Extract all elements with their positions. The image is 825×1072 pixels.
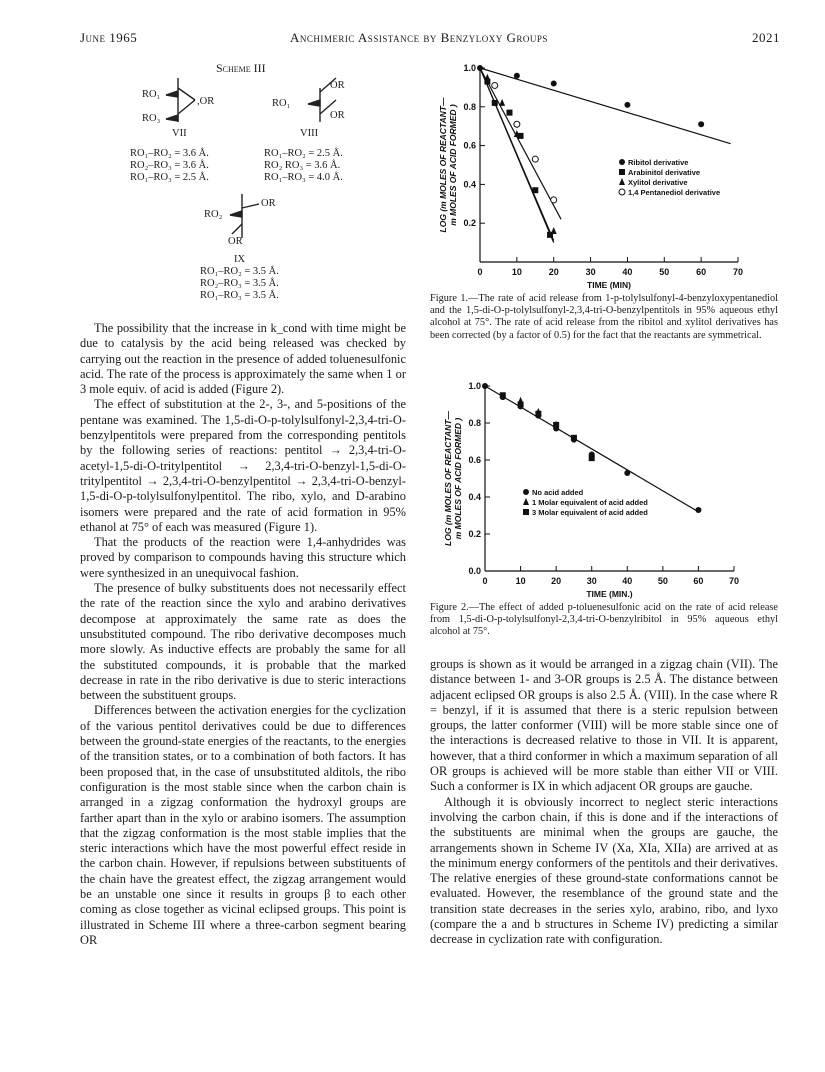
figure-1-caption: Figure 1.—The rate of acid release from 1-p-tolylsulfonyl-4-benzyloxypentanediol and the 1,5-di-O-p-tolylsulfonyl-2,3,4-tri-O-benzylpentitols in 95% aqueous ethyl alcohol at 75°. The rate of acid release from the ribitol and xylitol derivatives has been corrected (by a factor of 0.5) for the fact that the reactants are symmetrical. xyxy=(430,293,778,341)
x-tick-label: 0 xyxy=(477,267,483,277)
header-title: Anchimeric Assistance by Benzyloxy Groups xyxy=(290,30,548,45)
data-point xyxy=(619,189,625,195)
data-point xyxy=(571,435,577,441)
viii-d2: RO₂ RO₃ = 3.6 Å. xyxy=(264,160,341,171)
x-tick-label: 70 xyxy=(728,576,740,586)
data-point xyxy=(532,156,538,162)
viii-label: VIII xyxy=(300,128,319,139)
ix-or-top: OR xyxy=(261,198,276,209)
x-tick-label: 30 xyxy=(585,267,596,277)
series-line xyxy=(485,386,698,512)
legend-entry: 1 Molar equivalent of acid added xyxy=(532,498,648,507)
page-header xyxy=(80,30,780,46)
x-tick-label: 30 xyxy=(586,576,597,586)
viii-d3: RO₁–RO₃ = 4.0 Å. xyxy=(264,172,343,183)
data-point xyxy=(551,227,557,234)
data-point xyxy=(482,383,488,389)
y-tick-label: 1.0 xyxy=(468,381,481,391)
legend-entry: Ribitol derivative xyxy=(628,158,689,167)
x-tick-label: 10 xyxy=(515,576,526,586)
data-point xyxy=(518,402,524,408)
ix-d2: RO₂–RO₃ = 3.5 Å. xyxy=(200,278,279,289)
y-tick-label: 0.8 xyxy=(463,101,476,112)
figure-2-chart xyxy=(430,375,780,600)
y-axis-label-line1: LOG (m MOLES OF REACTANT— xyxy=(443,411,453,546)
x-tick-label: 0 xyxy=(482,576,488,586)
x-tick-label: 20 xyxy=(548,267,559,277)
x-axis-label: TIME (MIN.) xyxy=(586,589,633,599)
data-point xyxy=(523,498,529,505)
data-point xyxy=(551,197,557,203)
vii-label: VII xyxy=(172,128,187,139)
series-line xyxy=(480,68,554,241)
legend-entry: No acid added xyxy=(532,488,584,497)
x-axis-label: TIME (MIN) xyxy=(587,280,631,290)
data-point xyxy=(619,178,625,185)
data-point xyxy=(624,470,630,476)
paragraph: groups is shown as it would be arranged in a zigzag chain (VII). The distance between 1- and 3-OR groups is 2.5 Å. The distance between adjacent eclipsed OR groups is also 2.5 Å. (VIII). In the case where R = benzyl, if it is assumed that there is a steric repulsion between groups, the latter conformer (VIII) will be more stable since one of the interactions is decreased relative to those in VII. It is apparent, however, that a third conformer in which a maximum separation of all OR groups is achieved will be more stable than either VII or VIII. Such a conformer is IX in which adjacent OR groups are gauche. xyxy=(430,657,778,794)
y-tick-label: 1.0 xyxy=(463,63,476,73)
series-line xyxy=(480,68,561,219)
y-axis-label xyxy=(443,411,463,546)
legend-entry: Arabinitol derivative xyxy=(628,168,701,177)
paragraph: That the products of the reaction were 1,4-anhydrides was proved by comparison to compounds having this structure which were synthesized in an unequivocal fashion. xyxy=(80,535,406,580)
figure-2-caption: Figure 2.—The effect of added p-toluenesulfonic acid on the rate of acid release from 1,5-di-O-p-tolylsulfonyl-2,3,4-tri-O-benzylribitol in 95% aqueous ethyl alcohol at 75°. xyxy=(430,602,778,638)
y-tick-label: 0.8 xyxy=(468,418,481,428)
x-tick-label: 60 xyxy=(696,267,707,277)
scheme-iii xyxy=(120,58,420,308)
data-point xyxy=(695,507,701,513)
y-axis-label-line2: m MOLES OF ACID FORMED ) xyxy=(448,104,458,226)
paragraph: The effect of substitution at the 2-, 3-, and 5-positions of the pentane was examined. The 1,5-di-O-p-tolylsulfonyl-2,3,4-tri-O-benzylpentitols were prepared from the corresponding pentitols by the following series of reactions: pentitol → 2,3,4-tri-O-acetyl-1,5-di-O-tritylpentitol → 2,3,4-tri-O-benzyl-1,5-di-O-tritylpentitol → 2,3,4-tri-O-benzylpentitol → 2,3,4-tri-O-benzyl-1,5-di-O-p-tolylsulfonylpentitol. The ribo, xylo, and D-arabino isomers were prepared and the rate of acid formation in 95% ethanol at 75° of each was measured (Figure 1). xyxy=(80,397,406,534)
vii-ro2: ,OR xyxy=(197,96,215,107)
y-axis-label-line1: LOG (m MOLES OF REACTANT— xyxy=(438,97,448,233)
y-axis-label-line2: m MOLES OF ACID FORMED ) xyxy=(453,417,463,540)
data-point xyxy=(514,73,520,79)
y-tick-label: 0.2 xyxy=(463,218,476,229)
y-tick-label: 0.4 xyxy=(463,179,476,190)
right-column xyxy=(430,657,778,948)
y-axis-label xyxy=(438,97,458,232)
paragraph: Although it is obviously incorrect to neglect steric interactions involving the carbon chain, if this is done and if the interactions of the substituents are minimal when the groups are gauche, the arrangements shown in Scheme IV (Xa, XIa, XIIa) are arrived at as the minimum energy conformers of the pentitols and their derivatives. The relative energies of these ground-state conformations cannot be evaluated. However, the resemblance of the ground state and the transition state decreases in the series xylo, arabino, ribo, and lyxo (compare the a and b structures in Scheme IV) predicting a similar decrease in cyclization rate with configuration. xyxy=(430,794,778,947)
ix-d3: RO₁–RO₃ = 3.5 Å. xyxy=(200,290,279,301)
paragraph: The possibility that the increase in k_cond with time might be due to catalysis by the acid being released was checked by carrying out the reaction in the presence of added toluenesulfonic acid. The rate of the process is approximately the same when 1 or 3 mole equiv. of acid is added (Figure 2). xyxy=(80,321,406,397)
x-tick-label: 40 xyxy=(622,267,633,277)
data-point xyxy=(535,411,541,417)
y-tick-label: 0.4 xyxy=(468,492,481,502)
data-point xyxy=(523,489,529,495)
figure-1 xyxy=(430,60,780,297)
left-column xyxy=(80,321,406,948)
ix-d1: RO₁–RO₂ = 3.5 Å. xyxy=(200,266,279,277)
paragraph: The presence of bulky substituents does not necessarily effect the rate of the reaction since the xylo and arabino derivatives decompose at approximately the same rate as does the unsubstituted compound. The ribo derivative decomposes much more slowly. As inductive effects are probably the same for all the substituted compounds, it is probable that the marked decrease in rate in the ribo derivative is due to steric interactions between the substituent groups. xyxy=(80,581,406,703)
vii-d3: RO₁–RO₃ = 2.5 Å. xyxy=(130,172,209,183)
legend-entry: 3 Molar equivalent of acid added xyxy=(532,508,648,517)
x-tick-label: 50 xyxy=(659,267,670,277)
y-tick-label: 0.6 xyxy=(468,455,481,465)
data-point xyxy=(624,102,630,108)
data-point xyxy=(589,455,595,461)
x-tick-label: 70 xyxy=(732,267,744,277)
x-tick-label: 20 xyxy=(551,576,562,586)
ix-ro2: RO₂ xyxy=(204,209,223,220)
data-point xyxy=(523,509,529,515)
data-point xyxy=(514,121,520,127)
data-point xyxy=(698,121,704,127)
x-tick-label: 60 xyxy=(693,576,704,586)
paragraph: Differences between the activation energies for the cyclization of the various pentitol derivatives could be due to differences between the ground-state energies of the reactants, to the energies of the transition states, or to a combination of both factors. It has been proposed that, in the case of unsubstituted alditols, the ribo configuration is the most stable since when the carbon chain is arranged in a zigzag conformation the hydroxyl groups are farther apart than in the xylo or arabino isomers. The assumption that the zigzag conformation is the most stable implies that the steric interactions which have the most powerful effect reside in the carbon chain. However, if repulsions between substituents of the chain have the greatest effect, the zigzag arrangement would be an unstable one since it results in groups β to each other coming as close together as vicinal eclipsed groups. This point is illustrated in Scheme III where a three-carbon segment bearing OR xyxy=(80,703,406,947)
y-tick-label: 0.0 xyxy=(468,566,481,576)
vii-d2: RO₂–RO₃ = 3.6 Å. xyxy=(130,160,209,171)
y-tick-label: 0.6 xyxy=(463,140,476,151)
scheme-title: Scheme III xyxy=(216,61,266,75)
figure-2 xyxy=(430,375,780,605)
page-number: 2021 xyxy=(752,30,780,45)
data-point xyxy=(619,169,625,175)
viii-or-top: OR xyxy=(330,80,345,91)
data-point xyxy=(506,110,512,116)
x-tick-label: 50 xyxy=(657,576,668,586)
figure-1-chart xyxy=(430,60,780,292)
legend-entry: 1,4 Pentanediol derivative xyxy=(628,188,721,197)
data-point xyxy=(619,159,625,165)
y-tick-label: 0.2 xyxy=(468,529,481,539)
viii-d1: RO₁–RO₂ = 2.5 Å. xyxy=(264,148,343,159)
legend-entry: Xylitol derivative xyxy=(628,178,688,187)
ix-label: IX xyxy=(234,254,246,265)
viii-ro1: RO₁ xyxy=(272,98,291,109)
vii-ro3: RO₃ xyxy=(142,113,161,124)
header-date: June 1965 xyxy=(80,30,138,45)
data-point xyxy=(492,82,498,88)
x-tick-label: 10 xyxy=(511,267,522,277)
viii-or-bot: OR xyxy=(330,110,345,121)
data-point xyxy=(553,422,559,428)
ix-or-bot: OR xyxy=(228,236,243,247)
vii-d1: RO₁–RO₂ = 3.6 Å. xyxy=(130,148,209,159)
vii-ro1: RO₁ xyxy=(142,89,161,100)
data-point xyxy=(500,392,506,398)
data-point xyxy=(551,81,557,87)
x-tick-label: 40 xyxy=(622,576,633,586)
